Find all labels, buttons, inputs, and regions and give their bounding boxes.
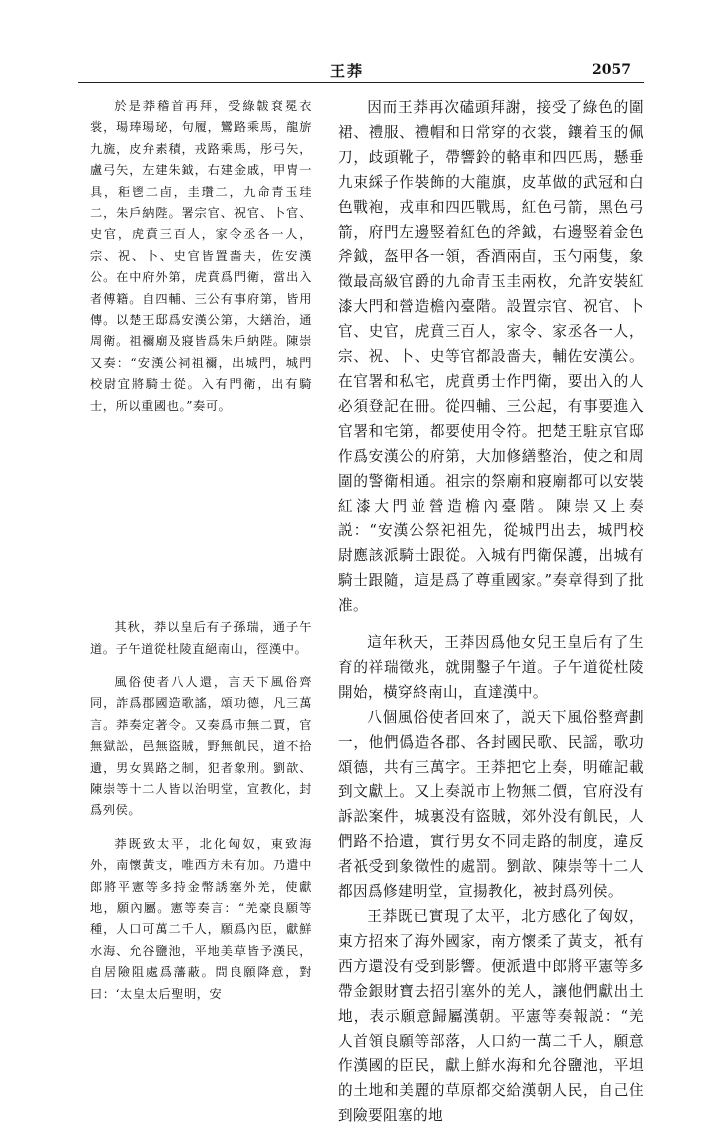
- original-text-column: [90, 96, 312, 1005]
- original-paragraph-2: 其秋，莽以皇后有子孫瑞，通子午道。子午道從杜陵直絕南山，徑漢中。: [90, 620, 312, 656]
- header-rule: [78, 82, 644, 83]
- page-header: [0, 54, 716, 84]
- original-paragraph-3: 風俗使者八人還，言天下風俗齊同，詐爲郡國造歌謠，頌功德，凡三萬言。莽奏定著令。又奏爲市無二賈，官無獄訟，邑無盜賊，野無飢民，道不拾遺，男女異路之制，犯者象刑。劉歆、陳崇等十二人皆以治明堂，宣教化，封爲列侯。: [90, 674, 312, 818]
- translation-paragraph-4: 王莽既已實現了太平，北方感化了匈奴，東方招來了海外國家，南方懷柔了黃支，衹有西方還没有受到影響。便派遣中郎將平憲等多帶金銀財寶去招引塞外的羌人，讓他們獻出土地，表示願意歸屬漢朝。平憲等奏報説：“羌人首領良願等部落，人口約一萬二千人，願意作漢國的臣民，獻上鮮水海和允谷鹽池，平坦的土地和美麗的草原都交給漢朝人民，自己住到險要阻塞的地: [338, 908, 644, 1125]
- running-title: 王莽: [330, 62, 365, 80]
- original-paragraph-1: 於是莽稽首再拜，受綠韍袞冕衣裳，瑒琫瑒珌，句履，鸞路乘馬，龍旂九旒，皮弁素積，戎路乘馬，彤弓矢，盧弓矢，左建朱鉞，右建金戚，甲冑一具，秬鬯二卣，圭瓚二，九命青玉珪二，朱戶納陛。署宗官、祝官、卜官、史官，虎賁三百人，家令丞各一人，宗、祝、卜、史官皆置嗇夫，佐安漢公。在中府外第，虎賁爲門衛，當出入者傅籍。自四輔、三公有事府第，皆用傳。以楚王邸爲安漢公第，大繕治，通周衛。祖禰廟及寢皆爲朱戶納陛。陳崇又奏：“安漢公祠祖禰，出城門，城門校尉宜將騎士從。入有門衛，出有騎士，所以重國也。”奏可。: [90, 99, 312, 413]
- original-paragraph-4: 莽既致太平，北化匈奴，東致海外，南懷黃支，唯西方未有加。乃遣中郎將平憲等多持金幣誘塞外羌，使獻地，願內屬。憲等奏言：“羌豪良願等種，人口可萬二千人，願爲內臣，獻鮮水海、允谷鹽池，平地美草皆予漢民，自居險阻處爲藩蔽。問良願降意，對曰：‘太皇太后聖明，安: [90, 836, 312, 1001]
- translation-paragraph-2: 這年秋天，王莽因爲他女兒王皇后有了生育的祥瑞徵兆，就開鑿子午道。子午道從杜陵開始，橫穿終南山，直達漢中。: [338, 634, 644, 701]
- page-number: 2057: [592, 62, 631, 78]
- translation-paragraph-3: 八個風俗使者回來了，説天下風俗整齊劃一，他們僞造各郡、各封國民歌、民謡，歌功頌德，共有三萬字。王莽把它上奏，明確記載到文獻上。又上奏説市上物無二價，官府没有訴訟案件，城裏没有盜賊，郊外没有飢民，人們路不拾遺，實行男女不同走路的制度，違反者祇受到象徵性的處罰。劉歆、陳崇等十二人都因爲修建明堂，宣揚教化，被封爲列侯。: [338, 708, 644, 901]
- translation-paragraph-1: 因而王莽再次磕頭拜謝，接受了綠色的圍裙、禮服、禮帽和日常穿的衣裳，鑲着玉的佩刀，歧頭靴子，帶響鈴的輅車和四匹馬，懸垂九束綵子作裝飾的大龍旗，皮革做的武冠和白色戰袍，戎車和四匹戰馬，紅色弓箭，黑色弓箭，府門左邊竪着紅色的斧鉞，右邊竪着金色斧鉞，盔甲各一領，香酒兩卣，玉勺兩隻，象徵最高級官爵的九命青玉圭兩枚，允許安裝紅漆大門和營造檐內臺階。設置宗官、祝官、卜官、史官，虎賁三百人，家令、家丞各一人，宗、祝、卜、史等官都設嗇夫，輔佐安漢公。在官署和私宅，虎賁勇士作門衛，要出入的人必須登記在冊。從四輔、三公起，有事要進入官署和宅第，都要使用令符。把楚王駐京官邸作爲安漢公的府第，大加修繕整治，使之和周圍的警衛相通。祖宗的祭廟和寢廟都可以安裝紅漆大門並營造檐內臺階。陳崇又上奏説：“安漢公祭祀祖先，從城門出去，城門校尉應該派騎士跟從。入城有門衛保護，出城有騎士跟隨，這是爲了尊重國家。”奏章得到了批准。: [338, 99, 644, 615]
- translation-text-column: [338, 96, 644, 1129]
